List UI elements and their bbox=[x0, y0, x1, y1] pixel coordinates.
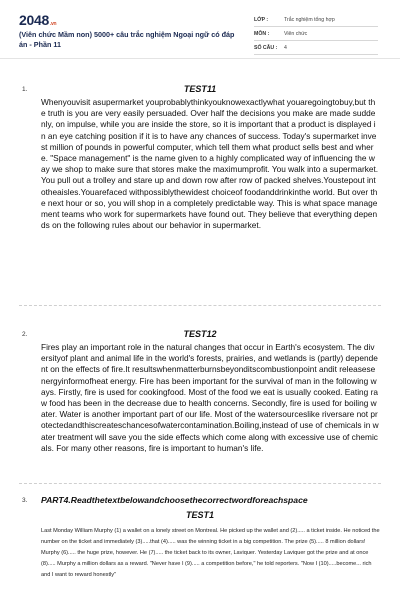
question-title: TEST11 bbox=[183, 84, 217, 94]
meta-class-key: LỚP : bbox=[254, 16, 269, 23]
header-separator bbox=[0, 58, 400, 59]
document-title: (Viên chức Mầm non) 5000+ câu trắc nghiệm Ngoại ngữ có đáp án - Phần 11 bbox=[19, 30, 235, 49]
site-logo[interactable] bbox=[19, 12, 56, 28]
question-body: Last Monday William Murphy (1) a wallet on a lonely street on Montreal. He picked up the wallet and (2)..... a ticket inside. He noticed the number on the ticket and immediately (3).....that (4)..... was the winning ticket in a big competition. The prize (5)..... 8 million dollars! Murphy (6)..... the huge prize, however. He (7)..... the ticket back to its owner, Laviquer. Yesterday Laviquer got the prize and at once (8)..... Murphy a million dollars as a reward. "Never have I (9)..... a competition before," he told reporters. "Now I (10).....become... rich and I want to reward honestly" bbox=[41, 528, 380, 578]
logo-text: 2048 bbox=[19, 12, 49, 28]
meta-count-value: 4 bbox=[284, 44, 287, 51]
question-title: TEST12 bbox=[183, 329, 217, 339]
question-title: TEST1 bbox=[185, 510, 214, 520]
question-body: Whenyouvisit asupermarket youprobablythinkyouknowexactlywhat youaregoingtobuy,but the truth is you are very easily persuaded. Over half the decisions you make are made suddenly, on impulse, while you are inside the store, so it is important that a product is displayed in an eye catching position if it is to have any chances of success. Today's supermarket invest million of pounds in powerful computer, which tell them what product sells best and where. "Space management" is the name given to a highly complicated way of influencing the way we shop to make sure that stores make the maximumprofit. You walk into a supermarket. You pull out a trolley and stare up and down row after row of packed shelves.Youstepout intotheaisles.Youarefaced withpossiblythewidest choiceof foodanddrinkinthe world. But over the next hour or so, you will shop in a completely predictable way. This is what space management teams who work for supermarkets have found out. They believe that everything depends on the following rules about our behavior in supermarket. bbox=[41, 97, 379, 231]
meta-class-row bbox=[254, 13, 378, 27]
question-divider bbox=[19, 483, 381, 484]
meta-subject-key: MÔN : bbox=[254, 30, 270, 37]
meta-subject-row bbox=[254, 27, 378, 41]
question-number: 2. bbox=[22, 331, 28, 338]
meta-count-row bbox=[254, 41, 378, 55]
logo-suffix: .vn bbox=[49, 21, 57, 27]
question-body: Fires play an important role in the natural changes that occur in Earth's ecosystem. The diversityof plant and animal life in the world's forests, prairies, and wetlands is (partly) dependent on the effects of fire.It resultswhenmatterburnsbeyonditscombustionpoint andit releasesenergyinformofheat energy. Fire has been important for the survival of man in the following ways. Firstly, fire is used for cookingfood. Most of the food we eat is usually cooked. Eating raw food has been in the decrease due to health concerns. Secondly, fire is used for boiling water. Water is another important part of our life. Most of the watersourceslike riversare not protectedandthiscreateschancesofwatercontamination.Boiling,instead of use of chemicals in water treatment will save you the side effects which come along with excessive use of chemicals. For many other reasons, fire is important to human's life. bbox=[41, 342, 379, 453]
meta-count-key: SỐ CÂU : bbox=[254, 44, 278, 51]
meta-subject-value: Viên chức bbox=[284, 30, 308, 37]
page-header bbox=[0, 0, 400, 58]
question-divider bbox=[19, 305, 381, 306]
document-meta bbox=[254, 13, 378, 55]
meta-class-value: Trắc nghiệm tổng hợp bbox=[284, 16, 335, 23]
question-number: 3. bbox=[22, 497, 28, 504]
part-heading: PART4.Readthetextbelowandchoosethecorrectwordforeachspace bbox=[41, 495, 308, 505]
question-number: 1. bbox=[22, 86, 28, 93]
